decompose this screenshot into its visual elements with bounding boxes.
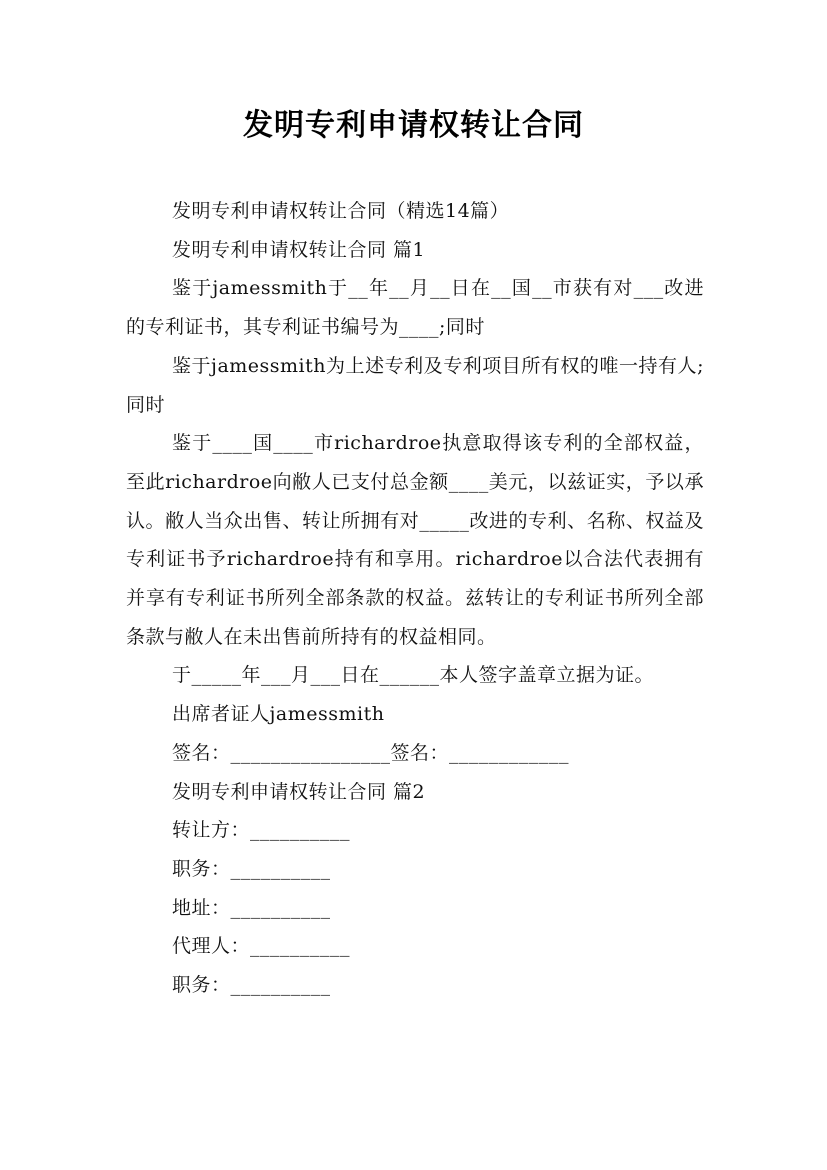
paragraph-date-line: 于_____年___月___日在______本人签字盖章立据为证。 [172, 664, 655, 687]
field-transferor: 转让方：__________ [172, 819, 351, 842]
paragraph-whereas-3: 鉴于____国____市richardroe执意取得该专利的全部权益，至此richardroe向敝人已支付总金额____美元，以兹证实，予以承认。敝人当众出售、转让所拥有对_____改进的专利、名称、权益及专利证书予richardroe持有和享用。richardroe以合法代表拥有并享有专利证书所列全部条款的权益。兹转让的专利证书所列全部条款与敝人在未出售前所持有的权益相同。 [126, 432, 704, 648]
witness-line: 出席者证人jamessmith [172, 703, 385, 726]
section-heading-2: 发明专利申请权转让合同 篇2 [172, 780, 426, 803]
document-title: 发明专利申请权转让合同 [243, 108, 584, 143]
signature-line: 签名：________________签名：____________ [172, 741, 570, 764]
section-heading-1: 发明专利申请权转让合同 篇1 [172, 238, 426, 261]
field-position: 职务：__________ [172, 857, 331, 880]
paragraph-whereas-1: 鉴于jamessmith于__年__月__日在__国__市获有对___改进的专利证书，其专利证书编号为____;同时 [126, 277, 704, 339]
paragraph-whereas-2: 鉴于jamessmith为上述专利及专利项目所有权的唯一持有人;同时 [126, 354, 704, 416]
field-agent: 代理人：__________ [172, 935, 351, 958]
subtitle-line: 发明专利申请权转让合同（精选14篇） [172, 200, 510, 222]
field-address: 地址：__________ [172, 896, 331, 919]
document-body [126, 192, 704, 1005]
field-agent-position: 职务：__________ [172, 974, 331, 997]
